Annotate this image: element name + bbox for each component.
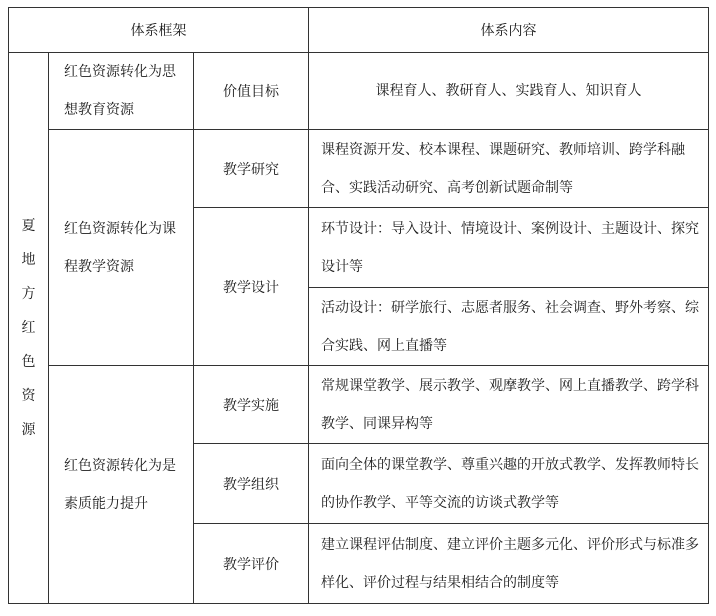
content-cell: 面向全体的课堂教学、尊重兴趣的开放式教学、发挥教师特长的协作教学、平等交流的访谈式教学等 [309,444,709,524]
content-cell: 活动设计：研学旅行、志愿者服务、社会调查、野外考察、综合实践、网上直播等 [309,288,709,366]
table-row [9,130,709,208]
region-char: 地 [21,252,36,268]
table-row [9,366,709,444]
aspect-label: 教学研究 [194,130,309,208]
region-char: 红 [21,320,36,336]
region-char: 源 [21,422,36,438]
region-char: 方 [21,286,36,302]
content-cell: 常规课堂教学、展示教学、观摩教学、网上直播教学、跨学科教学、同课异构等 [309,366,709,444]
group-label: 红色资源转化为思想教育资源 [49,53,194,130]
aspect-label: 教学组织 [194,444,309,524]
aspect-label: 价值目标 [194,53,309,130]
header-framework: 体系框架 [9,8,309,53]
content-cell: 环节设计：导入设计、情境设计、案例设计、主题设计、探究设计等 [309,208,709,288]
region-char: 色 [21,354,36,370]
content-cell: 建立课程评估制度、建立评价主题多元化、评价形式与标准多样化、评价过程与结果相结合的制度等 [309,524,709,604]
table-row [9,53,709,130]
group-label: 红色资源转化为课程教学资源 [49,130,194,366]
region-char: 资 [21,388,36,404]
header-content: 体系内容 [309,8,709,53]
aspect-label: 教学实施 [194,366,309,444]
header-row [9,8,709,53]
framework-table [8,7,709,604]
content-cell: 课程资源开发、校本课程、课题研究、教师培训、跨学科融合、实践活动研究、高考创新试题命制等 [309,130,709,208]
region-char: 夏 [21,218,36,234]
group-label: 红色资源转化为是素质能力提升 [49,366,194,604]
region-label-cell [9,53,49,604]
aspect-label: 教学评价 [194,524,309,604]
aspect-label: 教学设计 [194,208,309,366]
content-cell: 课程育人、教研育人、实践育人、知识育人 [309,53,709,130]
